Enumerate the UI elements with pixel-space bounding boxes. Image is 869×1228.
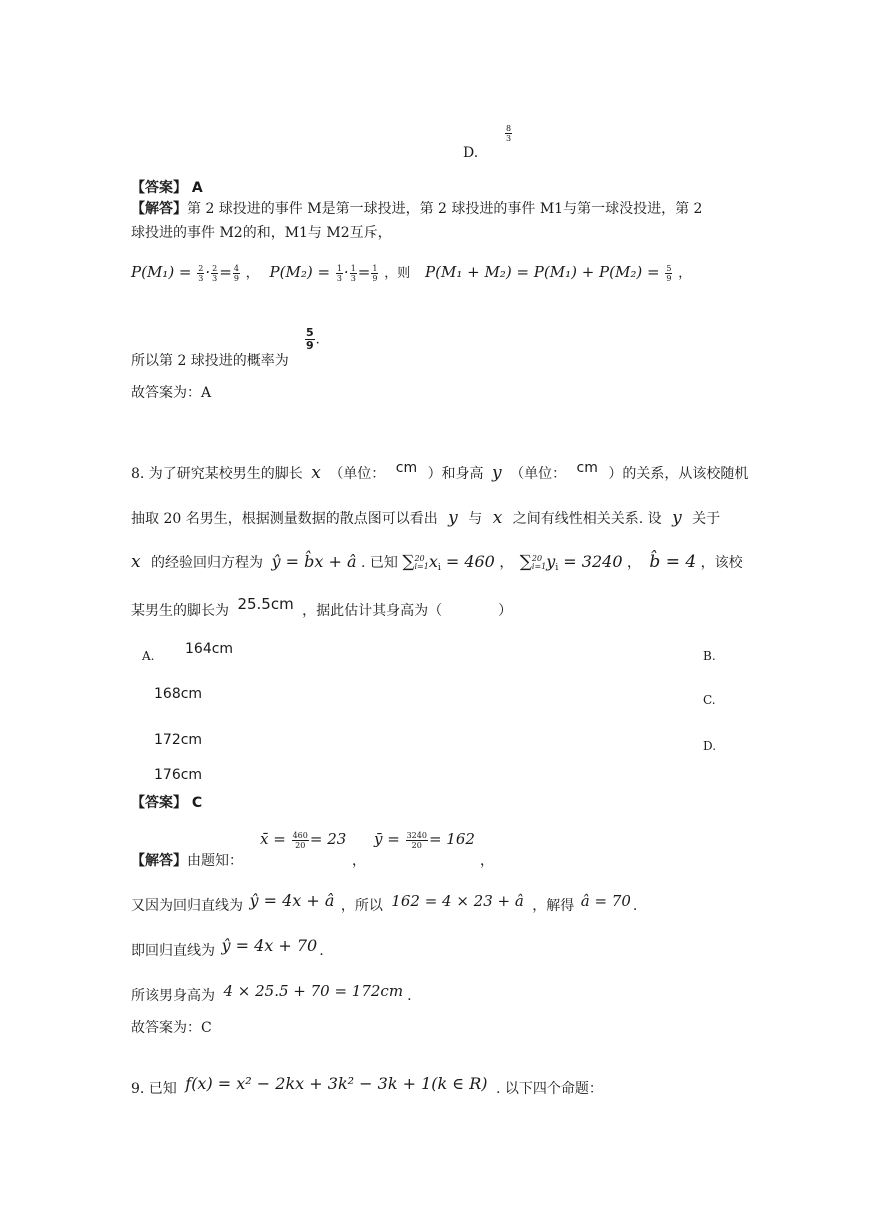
q8-solution-intro: 【解答】由题知： — [131, 853, 243, 869]
q7-answer: 【答案】 A — [131, 180, 203, 196]
q8-option-c-label: C. — [703, 693, 716, 707]
q8-final: 故答案为：C — [131, 1020, 212, 1036]
q8-line2: 抽取 20 名男生，根据测量数据的散点图可以看出 y 与 x 之间有线性相关关系. 设 y 关于 — [131, 508, 721, 528]
q8-option-a-value: 164cm — [185, 641, 234, 657]
q9-stem: 9. 已知 f(x) = x² − 2kx + 3k² − 3k + 1(k ∈ R) . 以下四个命题： — [131, 1074, 603, 1097]
q8-solution-line-b: 又因为回归直线为 ŷ = 4x + â ，所以 162 = 4 × 23 + â ，解得 â = 70 . — [131, 891, 638, 914]
q8-xbar: x̄ = $\frac{460}{20}$ = 23 — [260, 830, 347, 850]
q8-option-b-label: B. — [703, 649, 716, 663]
q7-option-d-label: D. — [463, 145, 479, 161]
q8-answer: 【答案】 C — [131, 795, 203, 811]
q7-conclusion: 所以第 2 球投进的概率为 — [131, 353, 289, 369]
q8-option-d-value: 176cm — [154, 767, 203, 783]
q8-line3: x 的经验回归方程为 ŷ = b̂x + â . 已知 ∑ 20 i=1 $x_i = 460$ ， ∑ 20 i=1 $y_i = 3240$ ， b̂ = 4 ，该校 — [131, 552, 743, 573]
q8-option-c-value: 172cm — [154, 732, 203, 748]
q7-equation-row: P(M₁) = $\frac{2}{3}$ · $\frac{2}{3}$ = $\frac{4}{9}$ ， P(M₂) = $\frac{1}{3}$ · $\frac{1}{3}$ = $\frac{1}{9}$ ，则 P(M₁ + M₂) = P(M₁) + P(M₂) = $\frac{5}{9}$ ， — [131, 263, 692, 283]
q8-sep-2: ， — [480, 853, 494, 869]
q8-line1: 8. 为了研究某校男生的脚长 x （单位： cm ）和身高 y （单位： cm ）的关系，从该校随机 — [131, 460, 749, 483]
q7-final: 故答案为：A — [131, 385, 212, 401]
q8-ybar: ȳ = $\frac{3240}{20}$ = 162 — [374, 830, 475, 850]
q7-conclusion-fraction: $\frac{5}{9}$ . — [306, 326, 320, 352]
q7-solution-line1: 【解答】第 2 球投进的事件 M是第一球投进，第 2 球投进的事件 M1与第一球没投进，第 2 — [131, 201, 703, 217]
q8-option-a-label: A. — [142, 649, 155, 663]
q8-solution-line-d: 所该男身高为 4 × 25.5 + 70 = 172cm . — [131, 982, 412, 1004]
q8-line4: 某男生的脚长为 25.5cm ，据此估计其身高为（ ） — [131, 595, 513, 619]
q8-sep-1: ， — [352, 853, 366, 869]
q7-option-d-value: $\frac{8}{3}$ — [506, 124, 512, 143]
q7-solution-line2: 球投进的事件 M2的和，M1与 M2互斥， — [131, 225, 392, 241]
q8-solution-line-c: 即回归直线为 ŷ = 4x + 70 . — [131, 936, 324, 959]
q8-option-d-label: D. — [703, 739, 717, 753]
q8-option-b-value: 168cm — [154, 686, 203, 702]
